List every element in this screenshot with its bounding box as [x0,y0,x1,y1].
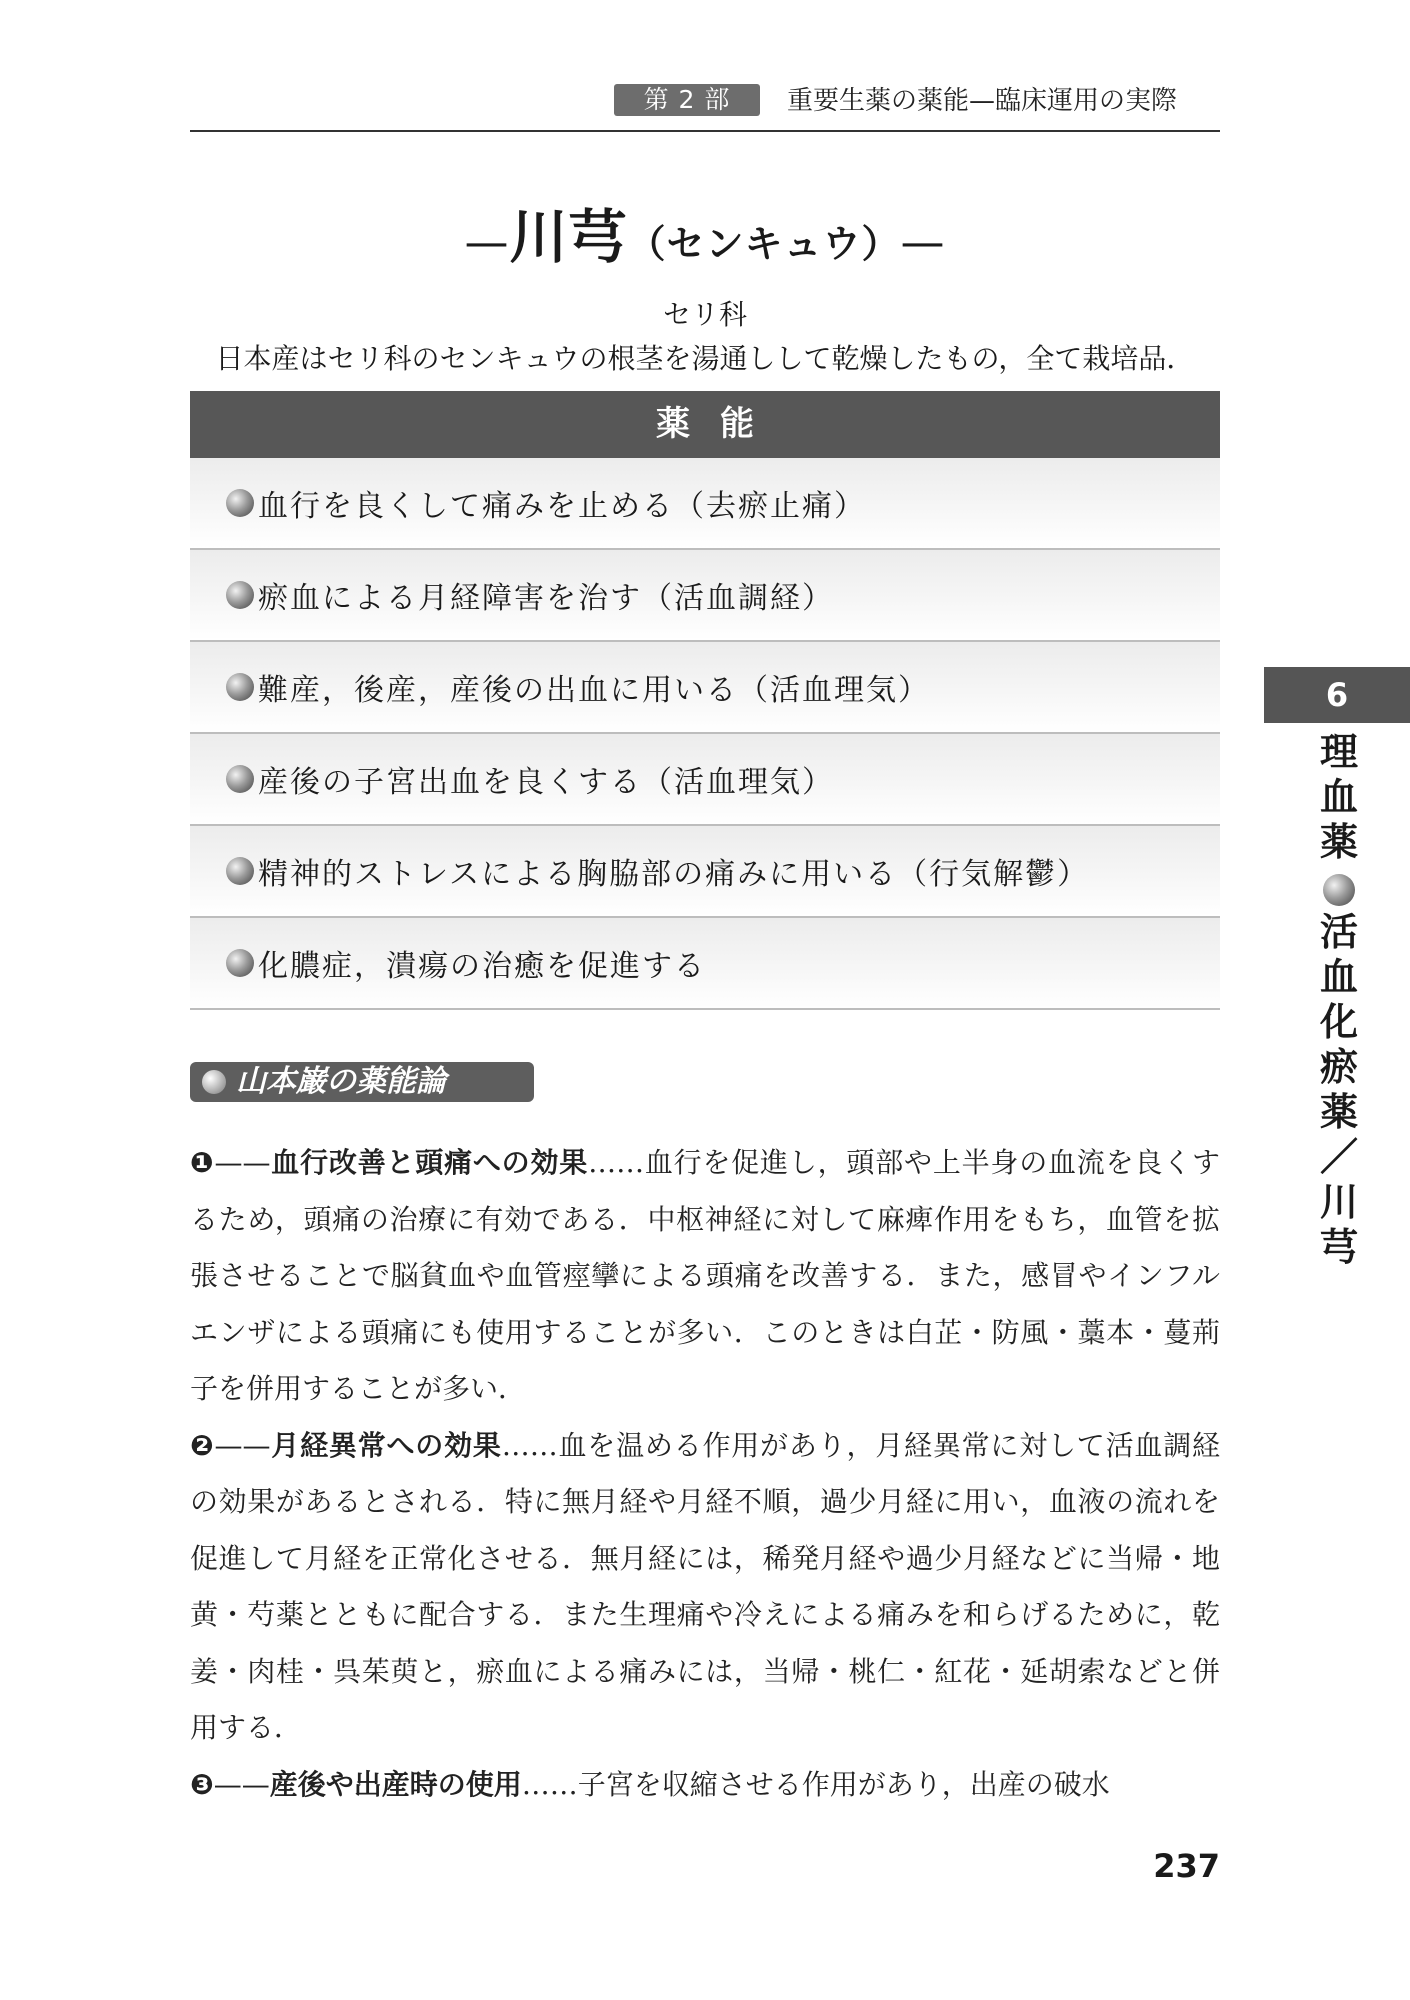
efficacy-item-text: 難産，後産，産後の出血に用いる（活血理気） [258,673,930,708]
efficacy-item [190,918,1220,1010]
efficacy-item-text: 化膿症，潰瘍の治癒を促進する [258,949,706,984]
efficacy-item [190,550,1220,642]
title-dash-right: — [900,217,946,268]
herb-title [190,200,1220,281]
paragraph-dash: —— [213,1767,270,1801]
chapter-index-text [1316,730,1362,1270]
herb-reading: （センキュウ） [627,222,901,266]
efficacy-item-text: 瘀血による月経障害を治す（活血調経） [258,581,834,616]
page-number: 237 [1153,1847,1220,1885]
efficacy-item [190,642,1220,734]
paragraph-ellipsis: …… [501,1428,558,1462]
bullet-icon [226,673,254,701]
efficacy-item [190,458,1220,550]
paragraph-heading: 血行改善と頭痛への効果 [270,1146,589,1179]
bullet-icon [226,581,254,609]
running-header [190,84,1220,132]
herb-name: 川芎 [509,203,628,271]
efficacy-item [190,826,1220,918]
efficacy-header: 薬能 [190,391,1220,458]
part-title: 重要生薬の薬能—臨床運用の実際 [787,86,1178,116]
bullet-icon [226,765,254,793]
paragraph-number: ❸ [190,1767,214,1801]
bullet-icon [1323,874,1355,906]
bullet-icon [226,489,254,517]
paragraph-number: ❷ [190,1428,215,1462]
paragraph-ellipsis: …… [521,1767,578,1801]
paragraph-number: ❶ [190,1146,215,1179]
paragraph-text: 血を温める作用があり，月経異常に対して活血調経の効果があるとされる．特に無月経や月経不順，過少月経に用い，血液の流れを促進して月経を正常化させる．無月経には，稀発月経や過少月経などに当帰・地黄・芍薬とともに配合する．また生理痛や冷えによる痛みを和らげるために，乾姜・肉桂・呉茱萸と，瘀血による痛みには，当帰・桃仁・紅花・延胡索などと併用する． [190,1428,1220,1744]
paragraph-text: 血行を促進し，頭部や上半身の血流を良くするため，頭痛の治療に有効である．中枢神経に対して麻痺作用をもち，血管を拡張させることで脳貧血や血管痙攣による頭痛を改善する．また，感冒やインフルエンザによる頭痛にも使用することが多い．このときは白芷・防風・藁本・蔓荊子を併用することが多い． [190,1146,1220,1405]
paragraph-dash: —— [214,1146,271,1179]
body-text [190,1135,1220,1813]
paragraph [190,1135,1220,1418]
paragraph-heading: 月経異常への効果 [270,1428,502,1462]
efficacy-item-text: 産後の子宮出血を良くする（活血理気） [258,765,834,800]
paragraph-text: 子宮を収縮させる作用があり，出産の破水 [577,1767,1110,1801]
efficacy-item [190,734,1220,826]
bullet-icon [226,857,254,885]
title-block [190,200,1220,381]
chapter-index-part-b: 活血化瘀薬／川芎 [1319,910,1358,1269]
paragraph [190,1757,1220,1814]
section-ball-icon [202,1070,226,1094]
title-dash-left: — [464,217,510,268]
part-badge: 第 2 部 [614,84,760,116]
origin-description: 日本産はセリ科のセンキュウの根茎を湯通しして乾燥したもの，全て栽培品． [215,342,1195,375]
paragraph-heading: 産後や出産時の使用 [269,1767,522,1801]
efficacy-table [190,391,1220,1010]
chapter-index-part-a: 理血薬 [1319,730,1358,864]
efficacy-item-text: 血行を良くして痛みを止める（去瘀止痛） [258,489,866,524]
section-heading [190,1062,534,1102]
paragraph-dash: —— [214,1428,271,1462]
chapter-tab: 6 [1264,667,1410,723]
section-heading-text: 山本巌の薬能論 [236,1064,446,1099]
efficacy-item-text: 精神的ストレスによる胸脇部の痛みに用いる（行気解鬱） [258,857,1090,892]
paragraph-ellipsis: …… [588,1146,645,1179]
bullet-icon [226,949,254,977]
plant-family: セリ科 [662,298,747,331]
paragraph [190,1418,1220,1757]
